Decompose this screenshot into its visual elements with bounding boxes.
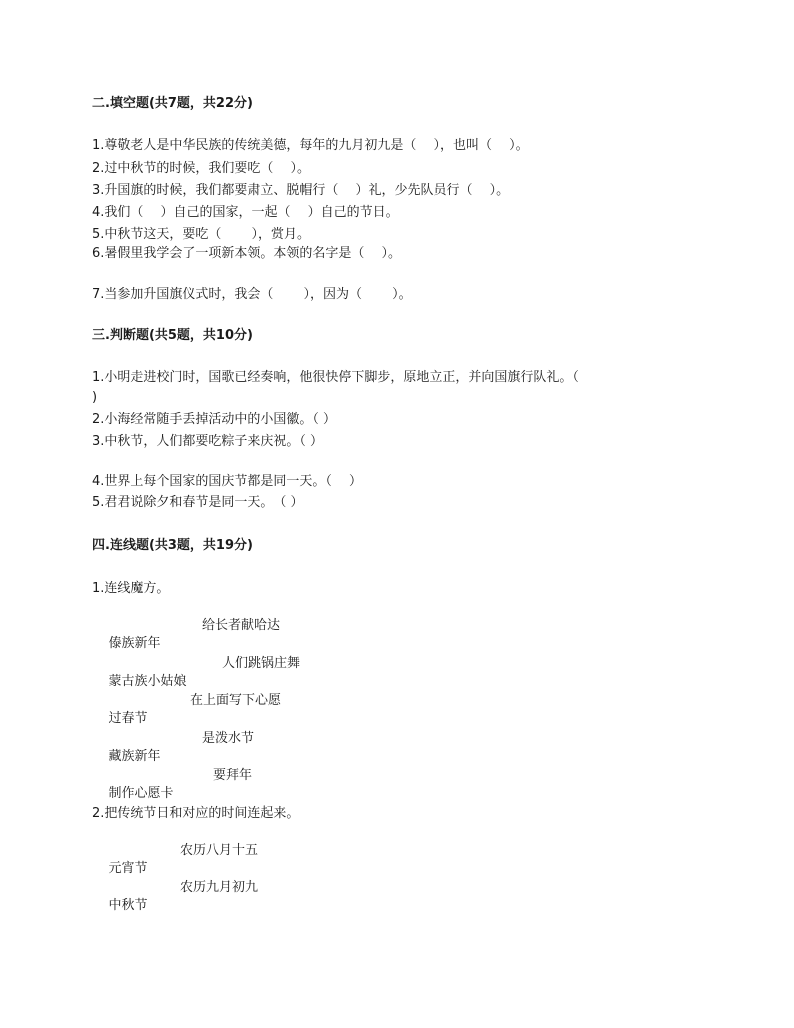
matching-heading: 四.连线题(共3题，共19分) xyxy=(92,538,253,553)
matching-q1-prompt: 1.连线魔方。 xyxy=(92,581,170,596)
matching-right-item: 在上面写下心愿 xyxy=(190,693,282,708)
true-false-question-2: 2.小海经常随手丢掉活动中的小国徽。（ ） xyxy=(92,412,337,427)
true-false-question-3: 3.中秋节，人们都要吃粽子来庆祝。（ ） xyxy=(92,434,324,449)
matching-q2-row xyxy=(92,879,259,951)
fill-blank-question-7: 7.当参加升国旗仪式时，我会（ ），因为（ ）。 xyxy=(92,287,412,302)
true-false-question-1: 1.小明走进校门时，国歌已经奏响，他很快停下脚步，原地立正，并向国旗行队礼。（ xyxy=(92,370,579,385)
matching-left-item: 中秋节 xyxy=(108,898,148,913)
matching-right-item: 农历八月十五 xyxy=(180,843,259,858)
matching-right-item: 要拜年 xyxy=(213,768,253,783)
matching-left-item: 藏族新年 xyxy=(108,749,161,764)
fill-blank-question-3: 3.升国旗的时候，我们都要肃立、脱帽行（ ）礼，少先队员行（ ）。 xyxy=(92,183,510,198)
true-false-question-4: 4.世界上每个国家的国庆节都是同一天。（ ） xyxy=(92,474,363,489)
fill-blank-question-1: 1.尊敬老人是中华民族的传统美德，每年的九月初九是（ ），也叫（ ）。 xyxy=(92,138,529,153)
matching-left-item: 蒙古族小姑娘 xyxy=(108,674,187,689)
matching-left-item: 过春节 xyxy=(108,711,148,726)
matching-left-item: 制作心愿卡 xyxy=(108,786,174,801)
matching-right-item: 是泼水节 xyxy=(202,731,255,746)
matching-q2-prompt: 2.把传统节日和对应的时间连起来。 xyxy=(92,806,300,821)
matching-left-item: 元宵节 xyxy=(108,861,148,876)
true-false-heading: 三.判断题(共5题，共10分) xyxy=(92,328,253,343)
true-false-question-1-continuation: ) xyxy=(92,390,98,405)
matching-right-item: 人们跳锅庄舞 xyxy=(222,656,301,671)
fill-blank-question-5: 5.中秋节这天，要吃（ ），赏月。 xyxy=(92,227,311,242)
matching-left-item: 傣族新年 xyxy=(108,636,161,651)
matching-right-item: 农历九月初九 xyxy=(180,880,259,895)
fill-blank-question-4: 4.我们（ ）自己的国家，一起（ ）自己的节日。 xyxy=(92,205,399,220)
fill-blank-question-6: 6.暑假里我学会了一项新本领。本领的名字是（ ）。 xyxy=(92,246,402,261)
fill-blank-heading: 二.填空题(共7题，共22分) xyxy=(92,96,253,111)
matching-right-item: 给长者献哈达 xyxy=(202,618,281,633)
true-false-question-5: 5.君君说除夕和春节是同一天。 （ ） xyxy=(92,495,304,510)
fill-blank-question-2: 2.过中秋节的时候，我们要吃（ ）。 xyxy=(92,161,311,176)
